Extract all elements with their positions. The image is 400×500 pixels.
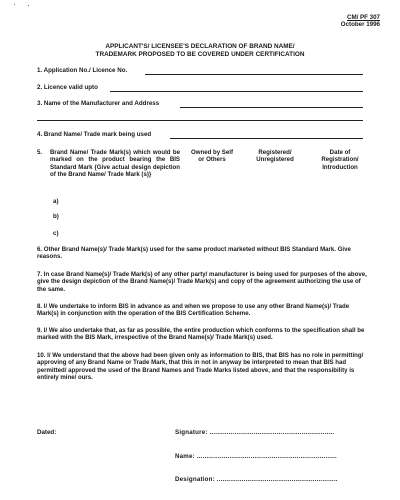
q5-item-a: a) xyxy=(53,198,59,205)
scan-speck xyxy=(28,5,29,6)
signature-field[interactable]: Signature: ................................................................. xyxy=(175,429,335,436)
form-reference xyxy=(341,14,380,29)
form-code: CM/ PF 307 xyxy=(346,14,380,21)
brand-name-label: 4. Brand Name/ Trade mark being used xyxy=(37,131,152,138)
scan-speck xyxy=(14,4,15,5)
application-no-label: 1. Application No./ Licence No. xyxy=(37,67,128,74)
manufacturer-address-label: 3. Name of the Manufacturer and Address xyxy=(37,100,160,107)
q5-col-registered: Registered/ Unregistered xyxy=(256,149,294,164)
application-no-line[interactable] xyxy=(145,74,363,75)
form-date: October 1996 xyxy=(340,21,380,29)
dated-label: Dated: xyxy=(37,429,57,436)
designation-field[interactable]: Designation: ............................................................... xyxy=(175,476,338,483)
q5-item-b: b) xyxy=(53,213,59,220)
paragraph-6: 6. Other Brand Name(s)/ Trade Mark(s) used for the same product marketed without BIS Standard Mark. Give reasons. xyxy=(37,246,351,261)
paragraph-10: 10. I/ We understand that the above had been given only as information to BIS, that BIS has no role in permitting/ approving of any Brand Name or Trade Mark, that this in not in anyway be interpreted to mean that BIS had permitted/ approved the used of the Brand Names and Trade Marks listed above, and that the responsibility is entirely mine/ ours. xyxy=(37,352,364,381)
paragraph-9: 9. I/ We also undertake that, as far as possible, the entire production which conforms to the specification shall be marked with the BIS Mark, irrespective of the Brand Name(s)/ Trade Mark(s) used. xyxy=(37,327,365,342)
licence-valid-line[interactable] xyxy=(110,91,363,92)
form-title-line2: TRADEMARK PROPOSED TO BE COVERED UNDER CERTIFICATION xyxy=(95,51,305,58)
q5-text: Brand Name/ Trade Mark(s) which would be marked on the product bearing the BIS Standard Mark {Give actual design depiction of the Brand Name/ Trade Mark (s)} xyxy=(50,149,180,178)
brand-name-line[interactable] xyxy=(170,138,363,139)
paragraph-8: 8. I/ We undertake to inform BIS in advance as and when we propose to use any other Brand Name(s)/ Trade Mark(s) in conjunction with the operation of the BIS Certification Scheme. xyxy=(37,303,350,318)
form-title-line1: APPLICANT'S/ LICENSEE'S DECLARATION OF BRAND NAME/ xyxy=(105,43,295,50)
manufacturer-address-line[interactable] xyxy=(180,107,363,108)
q5-col-date: Date of Registration/ Introduction xyxy=(321,149,359,171)
q5-col-owned: Owned by Self or Others xyxy=(191,149,233,164)
name-field[interactable]: Name: ......................................................................... xyxy=(175,453,337,460)
q5-item-c: c) xyxy=(53,230,59,237)
licence-valid-label: 2. Licence valid upto xyxy=(37,84,98,91)
manufacturer-address-line-2[interactable] xyxy=(37,120,363,121)
q5-number: 5. xyxy=(37,149,43,156)
paragraph-7: 7. In case Brand Name(s)/ Trade Mark(s) of any other party/ manufacturer is being used for purposes of the above, give the design depiction of the Brand Name(s)/ Trade Mark(s) and copy of the agreement authorizing the use of the same. xyxy=(37,271,367,293)
